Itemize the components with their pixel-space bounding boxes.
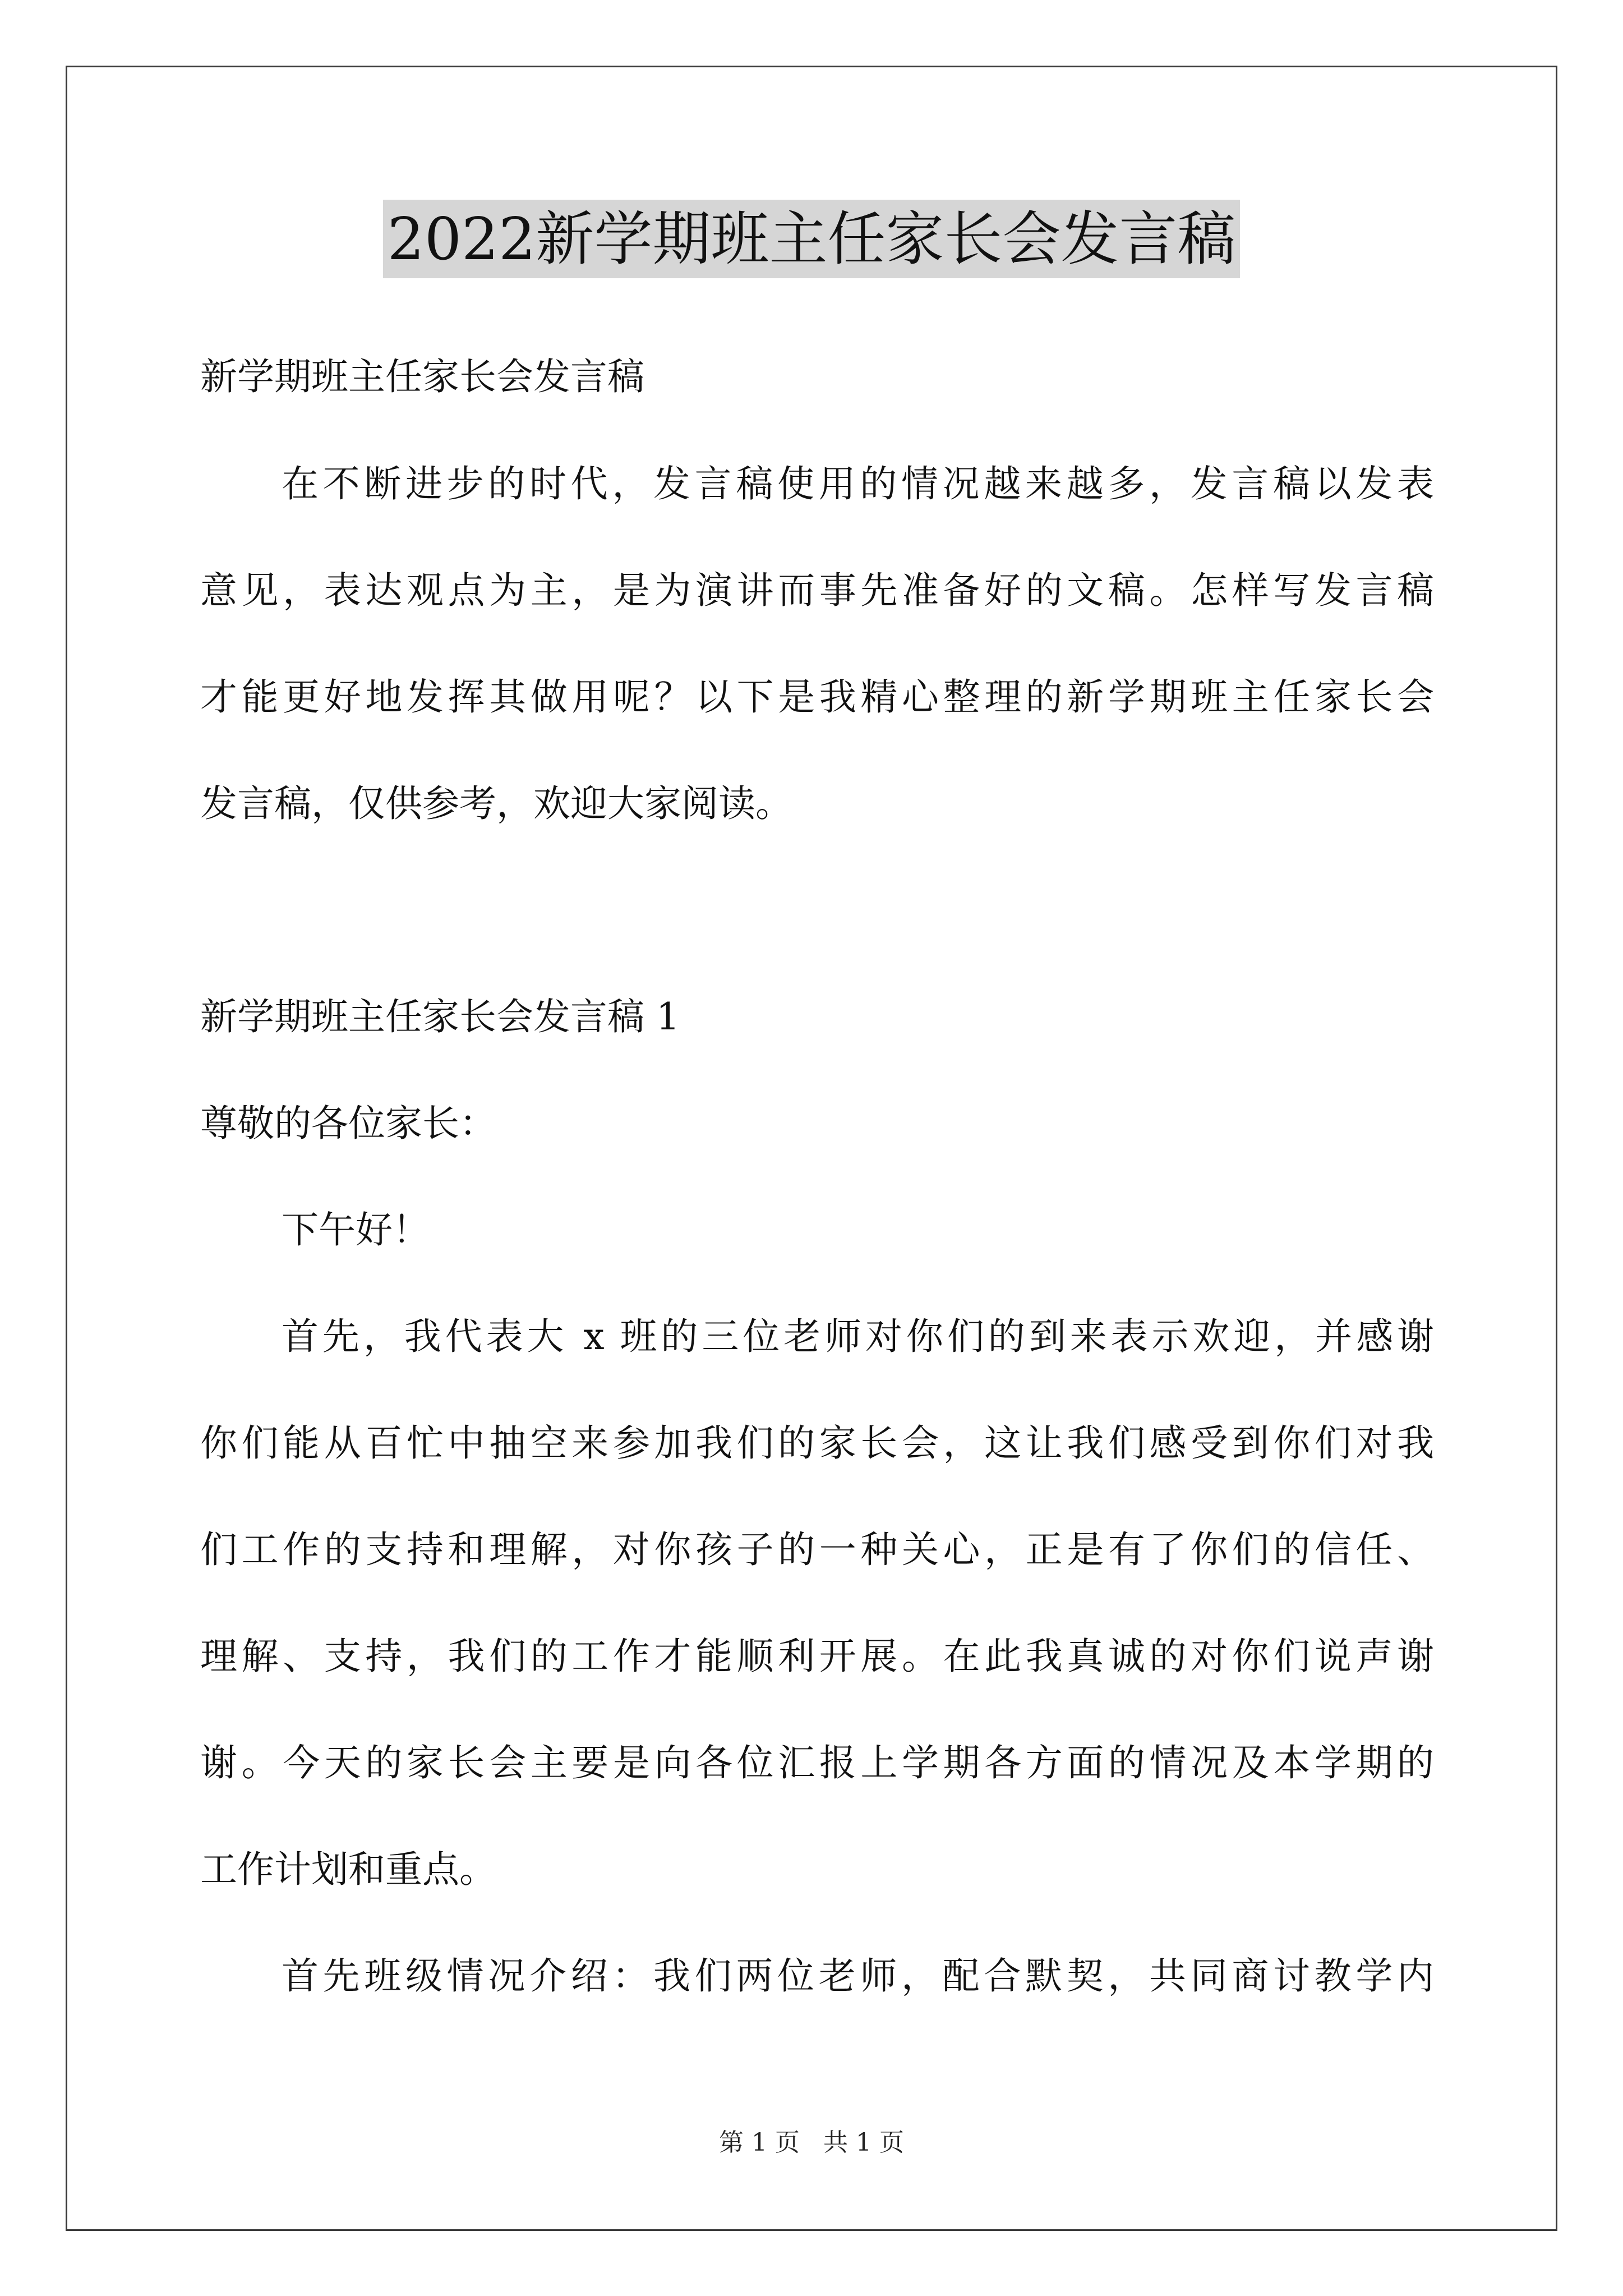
paragraph-1-line-5: 谢。今天的家长会主要是向各位汇报上学期各方面的情况及本学期的	[200, 1741, 1434, 1784]
intro-line-4: 发言稿，仅供参考，欢迎大家阅读。	[200, 782, 792, 825]
salutation: 尊敬的各位家长：	[200, 1102, 496, 1145]
paragraph-2-line-1: 首先班级情况介绍：我们两位老师，配合默契，共同商讨教学内	[282, 1954, 1434, 1998]
paragraph-1-line-2: 你们能从百忙中抽空来参加我们的家长会，这让我们感受到你们对我	[200, 1421, 1434, 1465]
paragraph-1-line-6: 工作计划和重点。	[200, 1848, 496, 1891]
paragraph-1-line-1: 首先，我代表大 x 班的三位老师对你们的到来表示欢迎，并感谢	[282, 1315, 1434, 1358]
title-wrap	[0, 200, 1623, 278]
page-number-current: 第 1 页	[719, 2128, 800, 2157]
document-title: 2022新学期班主任家长会发言稿	[383, 200, 1241, 278]
paragraph-1-line-4: 理解、支持，我们的工作才能顺利开展。在此我真诚的对你们说声谢	[200, 1635, 1434, 1678]
greeting: 下午好！	[282, 1208, 430, 1251]
section-heading: 新学期班主任家长会发言稿 1	[200, 995, 680, 1038]
intro-line-2: 意见，表达观点为主，是为演讲而事先准备好的文稿。怎样写发言稿	[200, 569, 1434, 612]
intro-line-3: 才能更好地发挥其做用呢？以下是我精心整理的新学期班主任家长会	[200, 675, 1434, 719]
intro-line-1: 在不断进步的时代，发言稿使用的情况越来越多，发言稿以发表	[282, 462, 1434, 505]
subtitle: 新学期班主任家长会发言稿	[200, 355, 644, 398]
page-footer	[0, 2126, 1623, 2160]
page-number-total: 共 1 页	[823, 2128, 904, 2157]
paragraph-1-line-3: 们工作的支持和理解，对你孩子的一种关心，正是有了你们的信任、	[200, 1528, 1434, 1571]
